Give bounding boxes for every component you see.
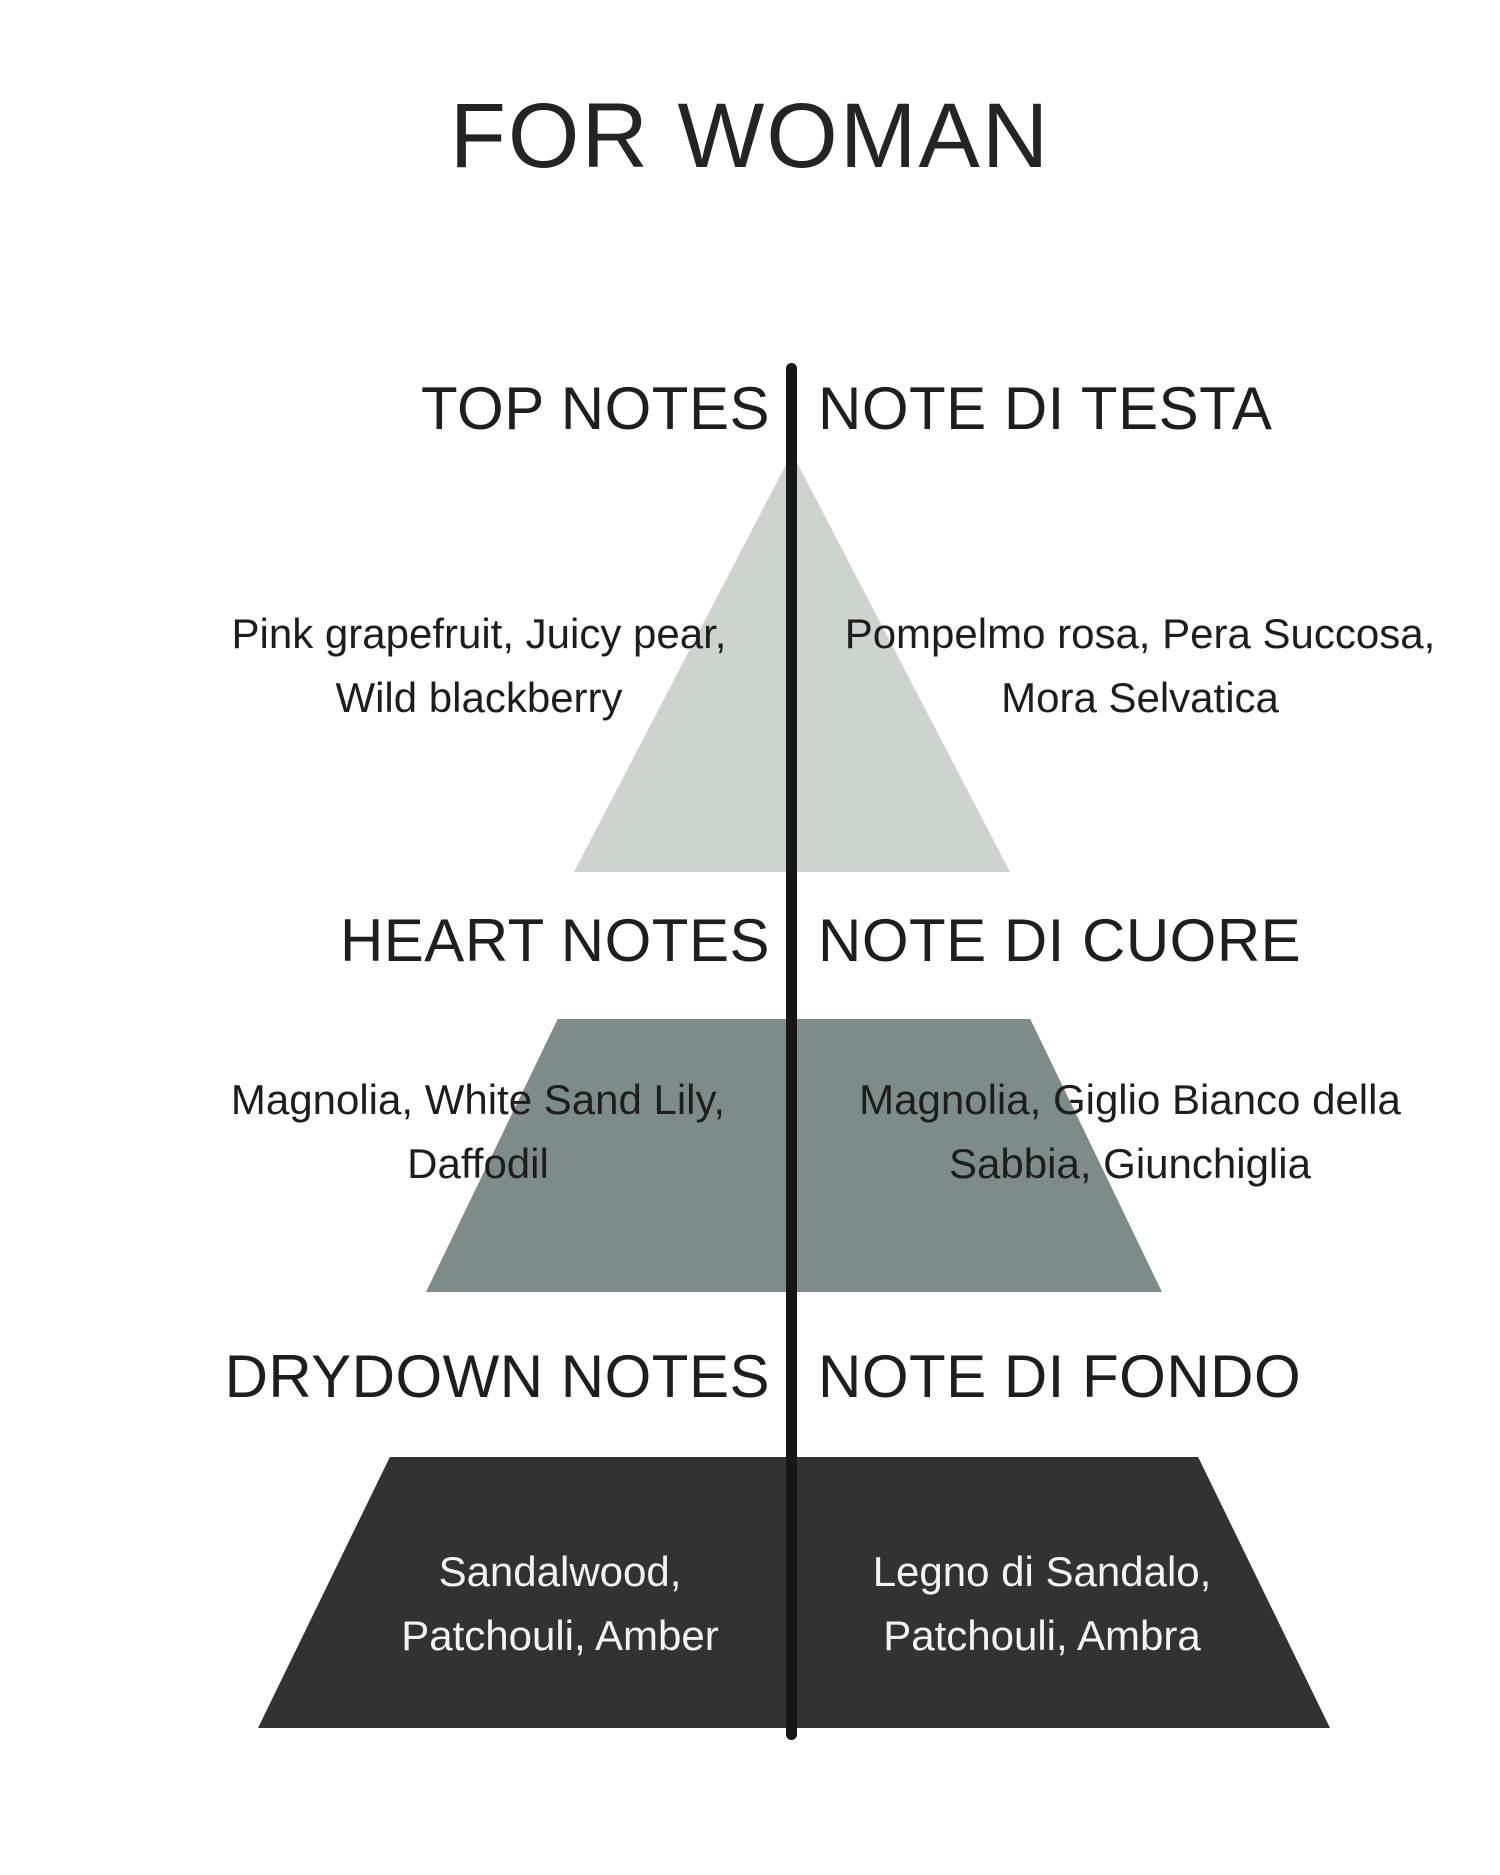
heart-notes-header-it: NOTE DI CUORE bbox=[818, 907, 1302, 974]
heart-notes-text-it bbox=[810, 1068, 1450, 1196]
heart-notes-it-line1: Magnolia, Giglio Bianco della bbox=[859, 1076, 1401, 1123]
heart-notes-header-row bbox=[0, 908, 1500, 974]
top-notes-header-en: TOP NOTES bbox=[420, 375, 770, 442]
drydown-notes-header-row bbox=[0, 1344, 1500, 1410]
top-notes-header-it: NOTE DI TESTA bbox=[818, 375, 1273, 442]
top-notes-it-line2: Mora Selvatica bbox=[1001, 674, 1279, 721]
top-notes-it-line1: Pompelmo rosa, Pera Succosa, bbox=[844, 610, 1436, 657]
top-notes-text-it bbox=[820, 602, 1460, 730]
drydown-notes-header-en: DRYDOWN NOTES bbox=[224, 1343, 770, 1410]
heart-notes-en-line2: Daffodil bbox=[407, 1140, 549, 1187]
drydown-notes-en-line2: Patchouli, Amber bbox=[401, 1612, 719, 1659]
drydown-notes-text-en bbox=[280, 1540, 840, 1668]
page-title: FOR WOMAN bbox=[449, 85, 1051, 187]
top-notes-en-line1: Pink grapefruit, Juicy pear, bbox=[231, 610, 727, 657]
drydown-notes-header-it: NOTE DI FONDO bbox=[818, 1343, 1302, 1410]
drydown-notes-it-line2: Patchouli, Ambra bbox=[883, 1612, 1201, 1659]
top-notes-header-row bbox=[0, 376, 1500, 442]
top-notes-text-en bbox=[129, 602, 829, 730]
heart-notes-it-line2: Sabbia, Giunchiglia bbox=[949, 1140, 1311, 1187]
drydown-notes-text-it bbox=[762, 1540, 1322, 1668]
heart-notes-en-line1: Magnolia, White Sand Lily, bbox=[230, 1076, 726, 1123]
drydown-notes-it-line1: Legno di Sandalo, bbox=[872, 1548, 1212, 1595]
heart-notes-text-en bbox=[128, 1068, 828, 1196]
drydown-notes-en-line1: Sandalwood, bbox=[438, 1548, 682, 1595]
heart-notes-header-en: HEART NOTES bbox=[339, 907, 770, 974]
top-notes-en-line2: Wild blackberry bbox=[335, 674, 623, 721]
vertical-divider-line bbox=[786, 363, 797, 1740]
